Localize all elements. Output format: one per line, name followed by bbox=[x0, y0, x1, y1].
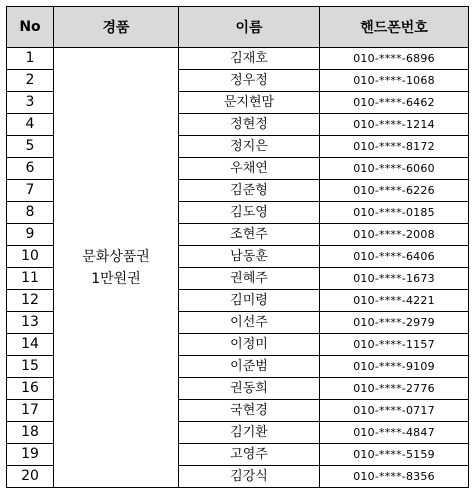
winner-name: 권혜주 bbox=[179, 268, 320, 290]
row-number: 5 bbox=[7, 136, 54, 158]
winner-name: 이정미 bbox=[179, 334, 320, 356]
winner-phone: 010-****-6896 bbox=[320, 48, 469, 70]
winner-name: 김기환 bbox=[179, 422, 320, 444]
row-number: 2 bbox=[7, 70, 54, 92]
header-phone: 핸드폰번호 bbox=[320, 7, 469, 48]
winner-phone: 010-****-2979 bbox=[320, 312, 469, 334]
row-number: 3 bbox=[7, 92, 54, 114]
row-number: 20 bbox=[7, 466, 54, 488]
winner-phone: 010-****-8172 bbox=[320, 136, 469, 158]
row-number: 11 bbox=[7, 268, 54, 290]
winner-name: 국현경 bbox=[179, 400, 320, 422]
winner-phone: 010-****-0185 bbox=[320, 202, 469, 224]
row-number: 8 bbox=[7, 202, 54, 224]
row-number: 10 bbox=[7, 246, 54, 268]
row-number: 18 bbox=[7, 422, 54, 444]
winner-phone: 010-****-1673 bbox=[320, 268, 469, 290]
winner-phone: 010-****-8356 bbox=[320, 466, 469, 488]
prize-name: 문화상품권 bbox=[82, 248, 150, 265]
winner-name: 조현주 bbox=[179, 224, 320, 246]
winner-phone: 010-****-6462 bbox=[320, 92, 469, 114]
winner-name: 남동훈 bbox=[179, 246, 320, 268]
row-number: 9 bbox=[7, 224, 54, 246]
winner-phone: 010-****-6226 bbox=[320, 180, 469, 202]
row-number: 1 bbox=[7, 48, 54, 70]
winner-name: 정현정 bbox=[179, 114, 320, 136]
winner-phone: 010-****-5159 bbox=[320, 444, 469, 466]
winner-name: 김재호 bbox=[179, 48, 320, 70]
winner-phone: 010-****-1157 bbox=[320, 334, 469, 356]
winner-name: 이준범 bbox=[179, 356, 320, 378]
row-number: 16 bbox=[7, 378, 54, 400]
winner-name: 정지은 bbox=[179, 136, 320, 158]
table-body bbox=[7, 48, 469, 488]
row-number: 14 bbox=[7, 334, 54, 356]
winner-phone: 010-****-4221 bbox=[320, 290, 469, 312]
row-number: 6 bbox=[7, 158, 54, 180]
header-no: No bbox=[7, 7, 54, 48]
header-row bbox=[7, 7, 469, 48]
winner-name: 고영주 bbox=[179, 444, 320, 466]
winner-phone: 010-****-1068 bbox=[320, 70, 469, 92]
winner-name: 정우정 bbox=[179, 70, 320, 92]
winners-table bbox=[6, 6, 469, 488]
winner-phone: 010-****-0717 bbox=[320, 400, 469, 422]
winner-name: 우채연 bbox=[179, 158, 320, 180]
winner-phone: 010-****-1214 bbox=[320, 114, 469, 136]
winner-name: 권동희 bbox=[179, 378, 320, 400]
row-number: 12 bbox=[7, 290, 54, 312]
header-name: 이름 bbox=[179, 7, 320, 48]
row-number: 15 bbox=[7, 356, 54, 378]
row-number: 19 bbox=[7, 444, 54, 466]
winner-phone: 010-****-4847 bbox=[320, 422, 469, 444]
winner-name: 문지현맘 bbox=[179, 92, 320, 114]
winner-name: 이선주 bbox=[179, 312, 320, 334]
winner-phone: 010-****-2008 bbox=[320, 224, 469, 246]
prize-amount: 1만원권 bbox=[91, 270, 141, 287]
winner-phone: 010-****-2776 bbox=[320, 378, 469, 400]
row-number: 17 bbox=[7, 400, 54, 422]
table-row bbox=[7, 48, 469, 70]
prize-cell bbox=[54, 48, 179, 488]
row-number: 4 bbox=[7, 114, 54, 136]
row-number: 7 bbox=[7, 180, 54, 202]
winner-name: 김미령 bbox=[179, 290, 320, 312]
winner-name: 김준형 bbox=[179, 180, 320, 202]
header-prize: 경품 bbox=[54, 7, 179, 48]
row-number: 13 bbox=[7, 312, 54, 334]
winner-phone: 010-****-6406 bbox=[320, 246, 469, 268]
winner-name: 김강식 bbox=[179, 466, 320, 488]
winner-phone: 010-****-9109 bbox=[320, 356, 469, 378]
winner-name: 김도영 bbox=[179, 202, 320, 224]
winner-phone: 010-****-6060 bbox=[320, 158, 469, 180]
